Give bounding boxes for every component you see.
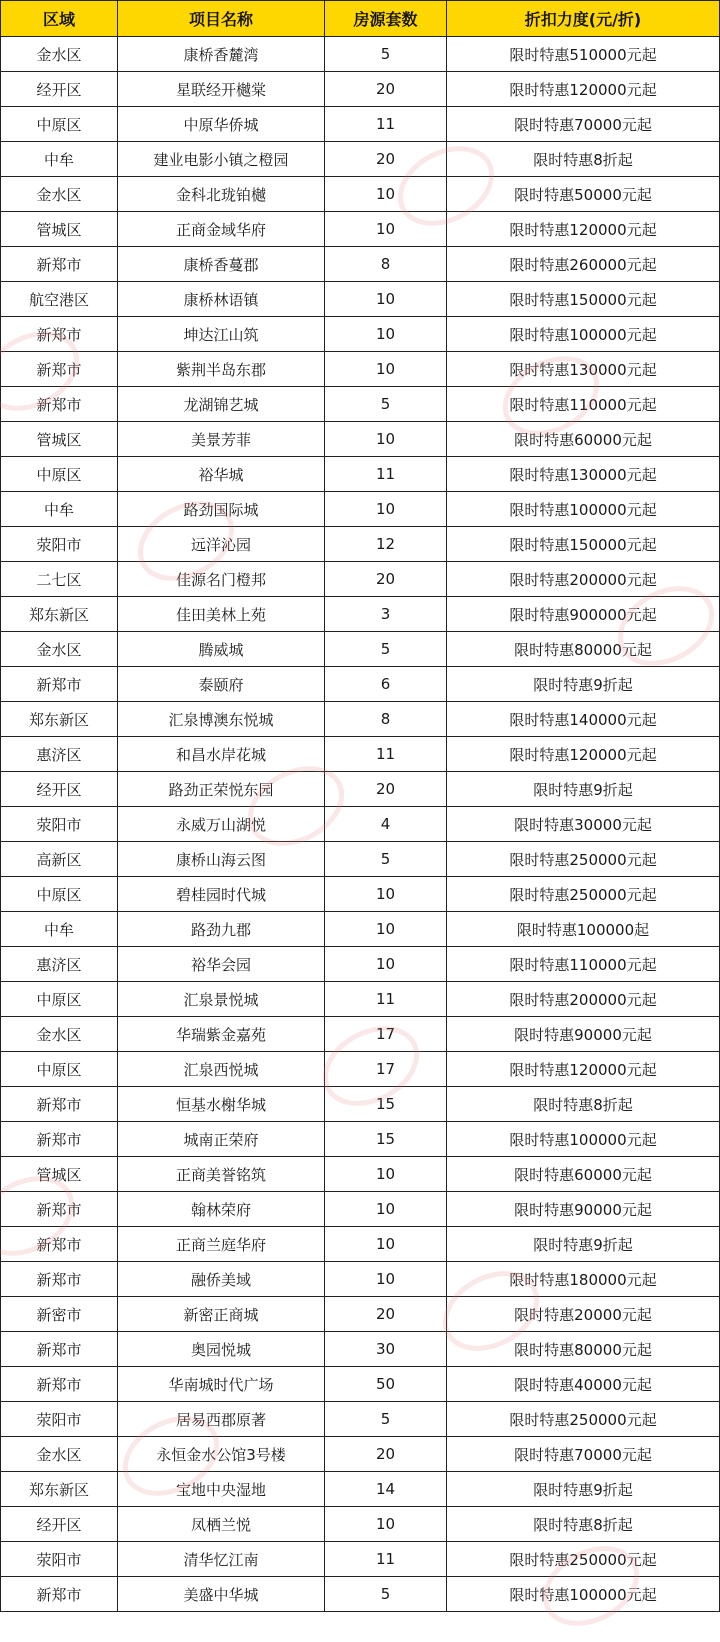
cell-district: 金水区 xyxy=(1,632,118,667)
cell-project-name: 龙湖锦艺城 xyxy=(118,387,325,422)
cell-district: 中牟 xyxy=(1,912,118,947)
cell-discount: 限时特惠9折起 xyxy=(447,1472,720,1507)
cell-project-name: 融侨美域 xyxy=(118,1262,325,1297)
cell-discount: 限时特惠8折起 xyxy=(447,1507,720,1542)
cell-unit-count: 5 xyxy=(325,632,447,667)
cell-project-name: 永恒金水公馆3号楼 xyxy=(118,1437,325,1472)
cell-project-name: 裕华城 xyxy=(118,457,325,492)
table-row xyxy=(1,1052,720,1087)
cell-discount: 限时特惠250000元起 xyxy=(447,877,720,912)
table-row xyxy=(1,1332,720,1367)
cell-project-name: 康桥山海云图 xyxy=(118,842,325,877)
cell-discount: 限时特惠9折起 xyxy=(447,1227,720,1262)
table-row xyxy=(1,457,720,492)
cell-discount: 限时特惠110000元起 xyxy=(447,947,720,982)
cell-unit-count: 20 xyxy=(325,1437,447,1472)
cell-district: 郑东新区 xyxy=(1,702,118,737)
table-row xyxy=(1,317,720,352)
cell-discount: 限时特惠80000元起 xyxy=(447,1332,720,1367)
cell-project-name: 碧桂园时代城 xyxy=(118,877,325,912)
cell-district: 郑东新区 xyxy=(1,1472,118,1507)
cell-discount: 限时特惠30000元起 xyxy=(447,807,720,842)
cell-discount: 限时特惠510000元起 xyxy=(447,37,720,72)
cell-district: 中原区 xyxy=(1,107,118,142)
cell-project-name: 康桥香麓湾 xyxy=(118,37,325,72)
cell-project-name: 远洋沁园 xyxy=(118,527,325,562)
cell-discount: 限时特惠8折起 xyxy=(447,142,720,177)
cell-unit-count: 50 xyxy=(325,1367,447,1402)
cell-district: 荥阳市 xyxy=(1,807,118,842)
cell-discount: 限时特惠140000元起 xyxy=(447,702,720,737)
cell-unit-count: 10 xyxy=(325,282,447,317)
cell-discount: 限时特惠70000元起 xyxy=(447,1437,720,1472)
cell-district: 中原区 xyxy=(1,1052,118,1087)
cell-discount: 限时特惠90000元起 xyxy=(447,1017,720,1052)
cell-project-name: 路劲九郡 xyxy=(118,912,325,947)
table-body xyxy=(1,37,720,1612)
cell-discount: 限时特惠200000元起 xyxy=(447,982,720,1017)
cell-unit-count: 4 xyxy=(325,807,447,842)
cell-unit-count: 8 xyxy=(325,247,447,282)
cell-project-name: 建业电影小镇之橙园 xyxy=(118,142,325,177)
cell-unit-count: 11 xyxy=(325,107,447,142)
cell-unit-count: 11 xyxy=(325,457,447,492)
table-row xyxy=(1,1227,720,1262)
cell-project-name: 泰颐府 xyxy=(118,667,325,702)
cell-discount: 限时特惠250000元起 xyxy=(447,1542,720,1577)
table-row xyxy=(1,737,720,772)
table-row xyxy=(1,177,720,212)
cell-project-name: 美盛中华城 xyxy=(118,1577,325,1612)
cell-project-name: 恒基水榭华城 xyxy=(118,1087,325,1122)
cell-district: 新密市 xyxy=(1,1297,118,1332)
table-row xyxy=(1,1297,720,1332)
cell-project-name: 永威万山湖悦 xyxy=(118,807,325,842)
table-row xyxy=(1,387,720,422)
cell-district: 新郑市 xyxy=(1,1577,118,1612)
cell-unit-count: 10 xyxy=(325,422,447,457)
cell-district: 高新区 xyxy=(1,842,118,877)
cell-district: 中原区 xyxy=(1,982,118,1017)
cell-discount: 限时特惠80000元起 xyxy=(447,632,720,667)
cell-district: 中原区 xyxy=(1,877,118,912)
cell-discount: 限时特惠8折起 xyxy=(447,1087,720,1122)
header-row xyxy=(1,1,720,37)
cell-project-name: 佳源名门橙邦 xyxy=(118,562,325,597)
cell-unit-count: 8 xyxy=(325,702,447,737)
cell-unit-count: 20 xyxy=(325,142,447,177)
cell-project-name: 金科北珑铂樾 xyxy=(118,177,325,212)
cell-district: 新郑市 xyxy=(1,1227,118,1262)
header-unit-count: 房源套数 xyxy=(325,1,447,37)
cell-project-name: 康桥香蔓郡 xyxy=(118,247,325,282)
header-project-name: 项目名称 xyxy=(118,1,325,37)
header-discount: 折扣力度(元/折) xyxy=(447,1,720,37)
cell-unit-count: 17 xyxy=(325,1017,447,1052)
cell-discount: 限时特惠100000元起 xyxy=(447,1122,720,1157)
cell-discount: 限时特惠60000元起 xyxy=(447,1157,720,1192)
table-row xyxy=(1,597,720,632)
cell-project-name: 城南正荣府 xyxy=(118,1122,325,1157)
cell-discount: 限时特惠120000元起 xyxy=(447,737,720,772)
cell-unit-count: 15 xyxy=(325,1122,447,1157)
cell-district: 中牟 xyxy=(1,142,118,177)
cell-project-name: 华南城时代广场 xyxy=(118,1367,325,1402)
cell-discount: 限时特惠250000元起 xyxy=(447,842,720,877)
cell-unit-count: 20 xyxy=(325,72,447,107)
table-row xyxy=(1,1542,720,1577)
cell-unit-count: 15 xyxy=(325,1087,447,1122)
header-district: 区域 xyxy=(1,1,118,37)
table-row xyxy=(1,1017,720,1052)
cell-unit-count: 11 xyxy=(325,982,447,1017)
cell-unit-count: 10 xyxy=(325,947,447,982)
cell-discount: 限时特惠260000元起 xyxy=(447,247,720,282)
cell-project-name: 新密正商城 xyxy=(118,1297,325,1332)
table-row xyxy=(1,352,720,387)
table-row xyxy=(1,912,720,947)
cell-district: 二七区 xyxy=(1,562,118,597)
cell-discount: 限时特惠250000元起 xyxy=(447,1402,720,1437)
cell-discount: 限时特惠9折起 xyxy=(447,772,720,807)
cell-project-name: 汇泉西悦城 xyxy=(118,1052,325,1087)
cell-unit-count: 10 xyxy=(325,1227,447,1262)
table-row xyxy=(1,632,720,667)
table-row xyxy=(1,72,720,107)
cell-project-name: 翰林荣府 xyxy=(118,1192,325,1227)
cell-discount: 限时特惠180000元起 xyxy=(447,1262,720,1297)
cell-district: 管城区 xyxy=(1,212,118,247)
cell-district: 新郑市 xyxy=(1,387,118,422)
cell-district: 管城区 xyxy=(1,1157,118,1192)
cell-district: 航空港区 xyxy=(1,282,118,317)
cell-project-name: 美景芳菲 xyxy=(118,422,325,457)
cell-district: 金水区 xyxy=(1,1017,118,1052)
cell-discount: 限时特惠70000元起 xyxy=(447,107,720,142)
table-row xyxy=(1,1402,720,1437)
cell-unit-count: 11 xyxy=(325,737,447,772)
cell-district: 荥阳市 xyxy=(1,1542,118,1577)
cell-district: 荥阳市 xyxy=(1,1402,118,1437)
cell-project-name: 坤达江山筑 xyxy=(118,317,325,352)
cell-discount: 限时特惠120000元起 xyxy=(447,72,720,107)
cell-unit-count: 10 xyxy=(325,212,447,247)
cell-project-name: 裕华会园 xyxy=(118,947,325,982)
table-row xyxy=(1,107,720,142)
cell-unit-count: 10 xyxy=(325,877,447,912)
table-row xyxy=(1,807,720,842)
cell-unit-count: 10 xyxy=(325,1192,447,1227)
cell-district: 经开区 xyxy=(1,1507,118,1542)
cell-project-name: 正商兰庭华府 xyxy=(118,1227,325,1262)
cell-unit-count: 10 xyxy=(325,912,447,947)
cell-project-name: 正商金域华府 xyxy=(118,212,325,247)
cell-district: 新郑市 xyxy=(1,1192,118,1227)
cell-district: 新郑市 xyxy=(1,1122,118,1157)
cell-district: 荥阳市 xyxy=(1,527,118,562)
cell-project-name: 路劲正荣悦东园 xyxy=(118,772,325,807)
cell-unit-count: 10 xyxy=(325,1262,447,1297)
cell-discount: 限时特惠130000元起 xyxy=(447,457,720,492)
table-row xyxy=(1,247,720,282)
cell-unit-count: 20 xyxy=(325,562,447,597)
table-row xyxy=(1,282,720,317)
table-row xyxy=(1,772,720,807)
cell-project-name: 腾威城 xyxy=(118,632,325,667)
cell-district: 管城区 xyxy=(1,422,118,457)
cell-unit-count: 10 xyxy=(325,1157,447,1192)
cell-district: 新郑市 xyxy=(1,247,118,282)
cell-unit-count: 10 xyxy=(325,1507,447,1542)
cell-unit-count: 5 xyxy=(325,1402,447,1437)
cell-district: 新郑市 xyxy=(1,1262,118,1297)
table-row xyxy=(1,1367,720,1402)
cell-district: 金水区 xyxy=(1,177,118,212)
table-row xyxy=(1,1262,720,1297)
table-row xyxy=(1,982,720,1017)
cell-district: 新郑市 xyxy=(1,1367,118,1402)
cell-discount: 限时特惠20000元起 xyxy=(447,1297,720,1332)
table-row xyxy=(1,1472,720,1507)
table-row xyxy=(1,422,720,457)
cell-discount: 限时特惠120000元起 xyxy=(447,212,720,247)
cell-discount: 限时特惠100000元起 xyxy=(447,492,720,527)
table-row xyxy=(1,702,720,737)
cell-project-name: 宝地中央湿地 xyxy=(118,1472,325,1507)
table-row xyxy=(1,212,720,247)
cell-project-name: 汇泉博澳东悦城 xyxy=(118,702,325,737)
cell-district: 中牟 xyxy=(1,492,118,527)
cell-district: 金水区 xyxy=(1,37,118,72)
cell-district: 新郑市 xyxy=(1,317,118,352)
cell-district: 新郑市 xyxy=(1,667,118,702)
cell-unit-count: 10 xyxy=(325,177,447,212)
cell-project-name: 清华忆江南 xyxy=(118,1542,325,1577)
cell-unit-count: 3 xyxy=(325,597,447,632)
cell-unit-count: 5 xyxy=(325,37,447,72)
cell-unit-count: 10 xyxy=(325,492,447,527)
cell-district: 新郑市 xyxy=(1,1087,118,1122)
cell-unit-count: 30 xyxy=(325,1332,447,1367)
cell-discount: 限时特惠100000元起 xyxy=(447,317,720,352)
cell-project-name: 华瑞紫金嘉苑 xyxy=(118,1017,325,1052)
cell-project-name: 紫荆半岛东郡 xyxy=(118,352,325,387)
cell-project-name: 正商美誉铭筑 xyxy=(118,1157,325,1192)
cell-project-name: 佳田美林上苑 xyxy=(118,597,325,632)
table-row xyxy=(1,37,720,72)
cell-district: 中原区 xyxy=(1,457,118,492)
cell-discount: 限时特惠60000元起 xyxy=(447,422,720,457)
table-row xyxy=(1,1437,720,1472)
table-row xyxy=(1,1087,720,1122)
cell-unit-count: 14 xyxy=(325,1472,447,1507)
cell-district: 金水区 xyxy=(1,1437,118,1472)
table-row xyxy=(1,1577,720,1612)
cell-unit-count: 5 xyxy=(325,1577,447,1612)
cell-unit-count: 5 xyxy=(325,842,447,877)
cell-discount: 限时特惠50000元起 xyxy=(447,177,720,212)
cell-district: 惠济区 xyxy=(1,737,118,772)
cell-project-name: 和昌水岸花城 xyxy=(118,737,325,772)
cell-discount: 限时特惠110000元起 xyxy=(447,387,720,422)
table-row xyxy=(1,947,720,982)
cell-discount: 限时特惠120000元起 xyxy=(447,1052,720,1087)
cell-unit-count: 12 xyxy=(325,527,447,562)
cell-unit-count: 5 xyxy=(325,387,447,422)
cell-project-name: 居易西郡原著 xyxy=(118,1402,325,1437)
cell-unit-count: 11 xyxy=(325,1542,447,1577)
cell-discount: 限时特惠150000元起 xyxy=(447,527,720,562)
cell-discount: 限时特惠200000元起 xyxy=(447,562,720,597)
cell-unit-count: 17 xyxy=(325,1052,447,1087)
cell-district: 郑东新区 xyxy=(1,597,118,632)
table-row xyxy=(1,842,720,877)
cell-project-name: 康桥林语镇 xyxy=(118,282,325,317)
table-row xyxy=(1,1122,720,1157)
table-row xyxy=(1,1507,720,1542)
table-row xyxy=(1,1157,720,1192)
cell-district: 经开区 xyxy=(1,772,118,807)
cell-district: 新郑市 xyxy=(1,352,118,387)
cell-discount: 限时特惠100000元起 xyxy=(447,1577,720,1612)
cell-unit-count: 6 xyxy=(325,667,447,702)
table-row xyxy=(1,1192,720,1227)
table-row xyxy=(1,667,720,702)
cell-discount: 限时特惠130000元起 xyxy=(447,352,720,387)
cell-unit-count: 20 xyxy=(325,1297,447,1332)
table-row xyxy=(1,142,720,177)
cell-unit-count: 10 xyxy=(325,317,447,352)
table-row xyxy=(1,562,720,597)
table-row xyxy=(1,527,720,562)
cell-district: 新郑市 xyxy=(1,1332,118,1367)
table-row xyxy=(1,877,720,912)
cell-discount: 限时特惠9折起 xyxy=(447,667,720,702)
cell-unit-count: 20 xyxy=(325,772,447,807)
cell-project-name: 星联经开樾棠 xyxy=(118,72,325,107)
cell-discount: 限时特惠100000起 xyxy=(447,912,720,947)
cell-project-name: 凤栖兰悦 xyxy=(118,1507,325,1542)
cell-unit-count: 10 xyxy=(325,352,447,387)
cell-discount: 限时特惠900000元起 xyxy=(447,597,720,632)
table-row xyxy=(1,492,720,527)
cell-project-name: 中原华侨城 xyxy=(118,107,325,142)
cell-discount: 限时特惠40000元起 xyxy=(447,1367,720,1402)
cell-project-name: 路劲国际城 xyxy=(118,492,325,527)
cell-district: 经开区 xyxy=(1,72,118,107)
cell-project-name: 奥园悦城 xyxy=(118,1332,325,1367)
cell-district: 惠济区 xyxy=(1,947,118,982)
cell-discount: 限时特惠150000元起 xyxy=(447,282,720,317)
cell-project-name: 汇泉景悦城 xyxy=(118,982,325,1017)
cell-discount: 限时特惠90000元起 xyxy=(447,1192,720,1227)
